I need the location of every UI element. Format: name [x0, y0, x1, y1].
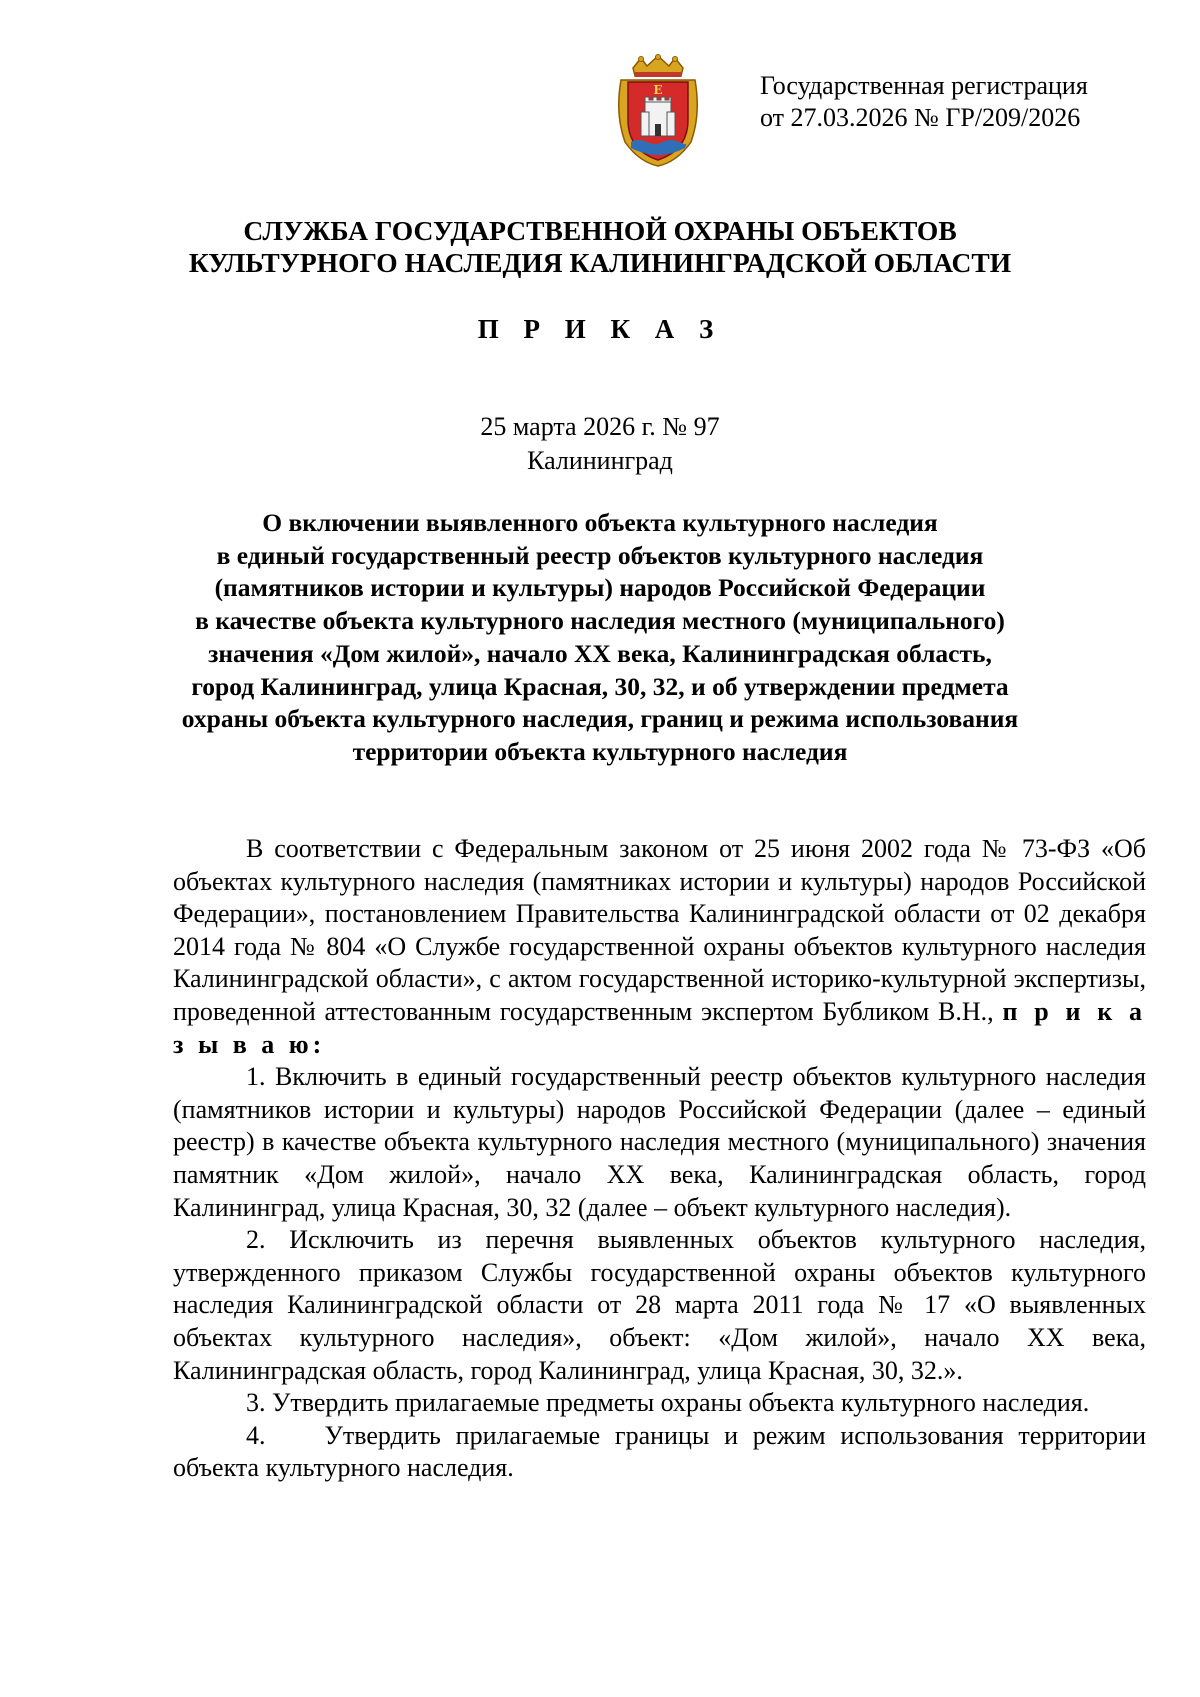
- order-word: п р и к а з ы в а ю:: [173, 996, 1147, 1059]
- subject-line: территории объекта культурного наследия: [352, 736, 848, 766]
- preamble-paragraph: [173, 833, 1146, 1061]
- agency-line-2: КУЛЬТУРНОГО НАСЛЕДИЯ КАЛИНИНГРАДСКОЙ ОБЛАСТИ: [188, 247, 1012, 278]
- order-item-3: 3. Утвердить прилагаемые предметы охраны объекта культурного наследия.: [246, 1388, 1090, 1418]
- order-subject-heading: [150, 507, 1050, 769]
- registration-line-2: от 27.03.2026 № ГР/209/2026: [760, 103, 1081, 132]
- registration-line-1: Государственная регистрация: [760, 71, 1088, 100]
- svg-text:Е: Е: [653, 83, 663, 97]
- agency-line-1: СЛУЖБА ГОСУДАРСТВЕННОЙ ОХРАНЫ ОБЪЕКТОВ: [243, 215, 957, 246]
- preamble-text: В соответствии с Федеральным законом от 25 июня 2002 года № 73-ФЗ «Об объектах культурного наследия (памятниках истории и культуры) народов Российской Федерации», постановлением Правительства Калининградской области от 02 декабря 2014 года № 804 «О Службе государственной охраны объектов культурного наследия Калининградской области», с актом государственной историко-культурной экспертизы, проведенной аттестованным государственным экспертом Бубликом В.Н.,: [173, 834, 1146, 1026]
- agency-name: [120, 215, 1080, 279]
- order-city: Калининград: [527, 446, 673, 475]
- subject-line: в единый государственный реестр объектов культурного наследия: [216, 540, 984, 570]
- subject-line: в качестве объекта культурного наследия местного (муниципального): [195, 606, 1005, 636]
- order-date-number: 25 марта 2026 г. № 97: [480, 412, 720, 441]
- subject-line: О включении выявленного объекта культурного наследия: [262, 508, 938, 537]
- registration-stamp: [760, 70, 1088, 134]
- subject-line: охраны объекта культурного наследия, границ и режима использования: [181, 704, 1019, 734]
- subject-line: город Калининград, улица Красная, 30, 32, и об утверждении предмета: [191, 671, 1009, 701]
- order-body: [173, 833, 1153, 1485]
- order-item-4: 4. Утвердить прилагаемые границы и режим использования территории объекта культурного наследия.: [173, 1420, 1153, 1483]
- subject-line: значения «Дом жилой», начало XX века, Калининградская область,: [208, 638, 992, 668]
- order-item-2: 2. Исключить из перечня выявленных объектов культурного наследия, утвержденного приказом Службы государственной охраны объектов культурного наследия Калининградской области от 28 марта 2011 года № 17 «О выявленных объектах культурного наследия», объект: «Дом жилой», начало XX века, Калининградская область, город Калининград, улица Красная, 30, 32.».: [173, 1225, 1146, 1385]
- date-and-place: [120, 410, 1080, 478]
- order-item-1: 1. Включить в единый государственный реестр объектов культурного наследия (памятников истории и культуры) народов Российской Федерации (далее – единый реестр) в качестве объекта культурного наследия местного (муниципального) значения памятник «Дом жилой», начало XX века, Калининградская область, город Калининград, улица Красная, 30, 32 (далее – объект культурного наследия).: [173, 1062, 1146, 1222]
- document-type-title: П Р И К А З: [477, 314, 723, 344]
- coat-of-arms-icon: [611, 54, 705, 168]
- subject-line: (памятников истории и культуры) народов Российской Федерации: [214, 573, 986, 603]
